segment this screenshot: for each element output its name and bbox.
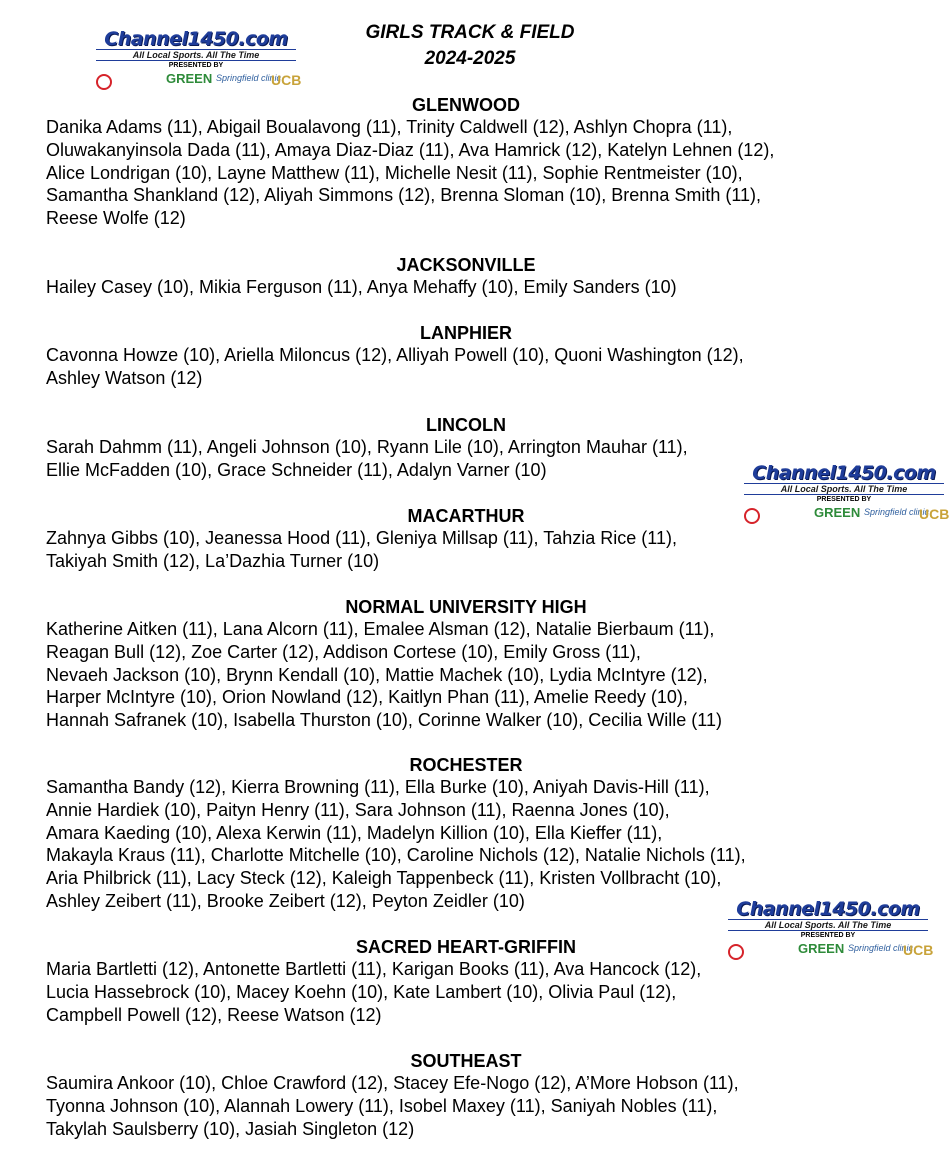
channel1450-logo bbox=[96, 28, 302, 94]
logo-tagline: All Local Sports. All The Time bbox=[728, 919, 928, 931]
logo-brand: Channel1450.com bbox=[736, 898, 920, 920]
roster-line: Samantha Bandy (12), Kierra Browning (11), Ella Burke (10), Aniyah Davis-Hill (11), bbox=[46, 777, 710, 797]
school-section-macarthur bbox=[46, 505, 886, 573]
roster-line: Nevaeh Jackson (10), Brynn Kendall (10), Mattie Machek (10), Lydia McIntyre (12), bbox=[46, 664, 708, 685]
school-section-normal-university-high bbox=[46, 596, 886, 732]
ucb-logo: UCB bbox=[919, 506, 949, 522]
roster bbox=[46, 1072, 886, 1140]
roster-line: Ashley Watson (12) bbox=[46, 367, 203, 388]
school-name: NORMAL UNIVERSITY HIGH bbox=[345, 597, 587, 617]
logo-presented-by: PRESENTED BY bbox=[816, 496, 872, 503]
roster bbox=[46, 276, 886, 299]
roster-line: Reese Wolfe (12) bbox=[46, 208, 186, 229]
school-name: SOUTHEAST bbox=[410, 1051, 522, 1071]
roster-line: Lucia Hassebrock (10), Macey Koehn (10), Kate Lambert (10), Olivia Paul (12), bbox=[46, 981, 677, 1002]
roster-line: Danika Adams (11), Abigail Boualavong (11), Trinity Caldwell (12), Ashlyn Chopra (11), bbox=[46, 117, 733, 137]
roster-line: Takylah Saulsberry (10), Jasiah Singleton (12) bbox=[46, 1118, 415, 1139]
logo-brand: Channel1450.com bbox=[752, 462, 936, 484]
roster bbox=[46, 958, 886, 1026]
school-section-jacksonville bbox=[46, 254, 886, 299]
roster-line: Sarah Dahmm (11), Angeli Johnson (10), Ryann Lile (10), Arrington Mauhar (11), bbox=[46, 437, 688, 457]
airport-logo bbox=[96, 74, 114, 90]
roster bbox=[46, 776, 886, 913]
page-title: GIRLS TRACK & FIELD bbox=[365, 22, 575, 43]
roster-line: Maria Bartletti (12), Antonette Bartletti (11), Karigan Books (11), Ava Hancock (12), bbox=[46, 959, 702, 979]
school-section-rochester bbox=[46, 754, 886, 913]
roster-line: Harper McIntyre (10), Orion Nowland (12), Kaitlyn Phan (11), Amelie Reedy (10), bbox=[46, 687, 688, 708]
roster-line: Reagan Bull (12), Zoe Carter (12), Addison Cortese (10), Emily Gross (11), bbox=[46, 641, 641, 662]
roster-line: Tyonna Johnson (10), Alannah Lowery (11), Isobel Maxey (11), Saniyah Nobles (11), bbox=[46, 1095, 718, 1116]
school-name: LANPHIER bbox=[419, 323, 512, 343]
springfield-clinic-logo: Springfield clinic bbox=[216, 73, 282, 83]
school-section-glenwood bbox=[46, 94, 886, 230]
airport-ring-icon bbox=[96, 74, 112, 90]
green-logo: GREEN bbox=[166, 71, 213, 86]
roster-line: Amara Kaeding (10), Alexa Kerwin (11), Madelyn Killion (10), Ella Kieffer (11), bbox=[46, 822, 663, 843]
school-name: SACRED HEART-GRIFFIN bbox=[356, 937, 576, 957]
roster-line: Cavonna Howze (10), Ariella Miloncus (12), Alliyah Powell (10), Quoni Washington (12), bbox=[46, 345, 744, 365]
school-section-lincoln bbox=[46, 414, 886, 482]
green-logo: GREEN bbox=[798, 941, 845, 956]
roster-line: Ashley Zeibert (11), Brooke Zeibert (12), Peyton Zeidler (10) bbox=[46, 890, 525, 911]
roster bbox=[46, 116, 886, 230]
springfield-clinic-logo: Springfield clinic bbox=[864, 507, 930, 517]
school-section-sacred-heart-griffin bbox=[46, 936, 886, 1026]
roster-line: Saumira Ankoor (10), Chloe Crawford (12), Stacey Efe-Nogo (12), A’More Hobson (11), bbox=[46, 1073, 739, 1093]
logo-tagline: All Local Sports. All The Time bbox=[744, 483, 944, 495]
roster-line: Annie Hardiek (10), Paityn Henry (11), Sara Johnson (11), Raenna Jones (10), bbox=[46, 799, 670, 820]
logo-presented-by: PRESENTED BY bbox=[800, 932, 856, 939]
logo-brand: Channel1450.com bbox=[104, 28, 288, 50]
school-section-southeast bbox=[46, 1050, 886, 1140]
roster-line: Hannah Safranek (10), Isabella Thurston (10), Corinne Walker (10), Cecilia Wille (11) bbox=[46, 710, 722, 731]
roster bbox=[46, 344, 886, 390]
roster-line: Aria Philbrick (11), Lacy Steck (12), Kaleigh Tappenbeck (11), Kristen Vollbracht (10), bbox=[46, 868, 722, 889]
roster-line: Oluwakanyinsola Dada (11), Amaya Diaz-Diaz (11), Ava Hamrick (12), Katelyn Lehnen (12), bbox=[46, 139, 775, 160]
roster bbox=[46, 527, 886, 573]
school-name: MACARTHUR bbox=[407, 506, 525, 526]
roster-line: Takiyah Smith (12), La’Dazhia Turner (10) bbox=[46, 550, 380, 571]
roster-line: Ellie McFadden (10), Grace Schneider (11), Adalyn Varner (10) bbox=[46, 459, 547, 480]
roster-line: Alice Londrigan (10), Layne Matthew (11), Michelle Nesit (11), Sophie Rentmeister (10), bbox=[46, 162, 743, 183]
school-name: ROCHESTER bbox=[409, 755, 523, 775]
ucb-logo: UCB bbox=[903, 942, 934, 958]
ucb-logo: UCB bbox=[271, 72, 302, 88]
school-name: GLENWOOD bbox=[412, 95, 520, 115]
roster-line: Campbell Powell (12), Reese Watson (12) bbox=[46, 1004, 382, 1025]
sponsor-strip bbox=[96, 70, 302, 92]
logo-presented-by: PRESENTED BY bbox=[168, 62, 224, 69]
roster-line: Zahnya Gibbs (10), Jeanessa Hood (11), Gleniya Millsap (11), Tahzia Rice (11), bbox=[46, 528, 677, 548]
roster-line: Makayla Kraus (11), Charlotte Mitchelle (10), Caroline Nichols (12), Natalie Nichols (11), bbox=[46, 845, 746, 866]
green-logo: GREEN bbox=[814, 505, 861, 520]
school-name: JACKSONVILLE bbox=[396, 255, 536, 275]
roster-line: Samantha Shankland (12), Aliyah Simmons (12), Brenna Sloman (10), Brenna Smith (11), bbox=[46, 185, 762, 206]
springfield-clinic-logo: Springfield clinic bbox=[848, 943, 914, 953]
school-section-lanphier bbox=[46, 322, 886, 390]
logo-tagline: All Local Sports. All The Time bbox=[96, 49, 296, 61]
roster-line: Katherine Aitken (11), Lana Alcorn (11), Emalee Alsman (12), Natalie Bierbaum (11), bbox=[46, 619, 715, 639]
roster bbox=[46, 618, 886, 732]
season-year: 2024-2025 bbox=[424, 48, 516, 69]
school-name: LINCOLN bbox=[426, 415, 506, 435]
roster bbox=[46, 436, 886, 482]
roster-line: Hailey Casey (10), Mikia Ferguson (11), Anya Mehaffy (10), Emily Sanders (10) bbox=[46, 277, 677, 297]
